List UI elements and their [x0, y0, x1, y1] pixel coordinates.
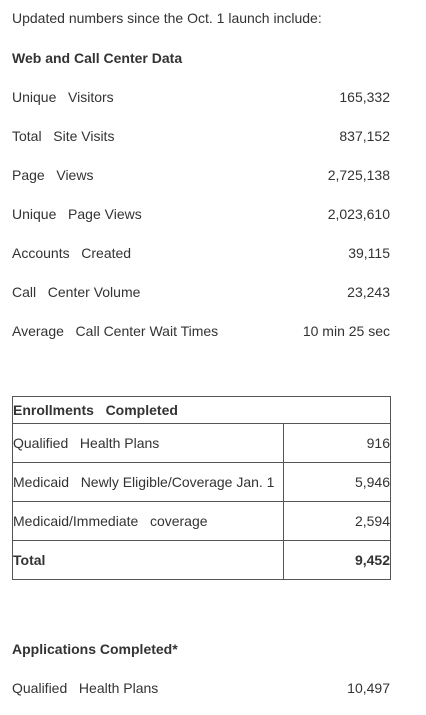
stat-value: 10 min 25 sec: [302, 323, 390, 339]
enrollments-table: [12, 396, 391, 580]
total-label: Total: [13, 541, 284, 580]
applications-heading: Applications Completed*: [12, 641, 178, 657]
enrollment-value: 5,946: [284, 463, 391, 502]
stat-label: Total Site Visits: [12, 128, 115, 144]
stat-label: Call Center Volume: [12, 284, 141, 300]
enrollment-label: Qualified Health Plans: [13, 424, 284, 463]
stat-value: 23,243: [347, 284, 390, 300]
enrollment-label: Medicaid Newly Eligible/Coverage Jan. 1: [13, 463, 284, 502]
stat-row-unique-page-views: [12, 204, 390, 224]
stat-value: 2,725,138: [327, 167, 390, 183]
total-value: 9,452: [284, 541, 391, 580]
stat-value: 10,497: [347, 680, 390, 696]
total-row: [13, 541, 391, 580]
stat-value: 39,115: [348, 245, 390, 261]
stat-row-applications-qhp: [12, 678, 390, 698]
enrollment-value: 2,594: [284, 502, 391, 541]
stat-value: 837,152: [339, 128, 390, 144]
intro-text: Updated numbers since the Oct. 1 launch include:: [12, 10, 322, 26]
stat-value: 2,023,610: [327, 206, 390, 222]
enrollment-value: 916: [284, 424, 391, 463]
table-header-row: [13, 397, 391, 424]
stat-row-total-site-visits: [12, 126, 390, 146]
stat-value: 165,332: [339, 89, 390, 105]
stat-row-call-center-volume: [12, 282, 390, 302]
stat-label: Page Views: [12, 167, 94, 183]
stat-label: Unique Page Views: [12, 206, 142, 222]
enrollment-label: Medicaid/Immediate coverage: [13, 502, 284, 541]
stat-label: Unique Visitors: [12, 89, 114, 105]
stat-label: Average Call Center Wait Times: [12, 323, 219, 339]
stat-row-page-views: [12, 165, 390, 185]
table-row: [13, 463, 391, 502]
stat-row-unique-visitors: [12, 87, 390, 107]
stat-label: Accounts Created: [12, 245, 132, 261]
stat-label: Qualified Health Plans: [12, 680, 159, 696]
table-row: [13, 502, 391, 541]
stat-row-average-wait-times: [12, 321, 390, 341]
web-call-center-heading: Web and Call Center Data: [12, 50, 183, 66]
table-row: [13, 424, 391, 463]
stat-row-accounts-created: [12, 243, 390, 263]
enrollments-heading: Enrollments Completed: [13, 397, 391, 424]
